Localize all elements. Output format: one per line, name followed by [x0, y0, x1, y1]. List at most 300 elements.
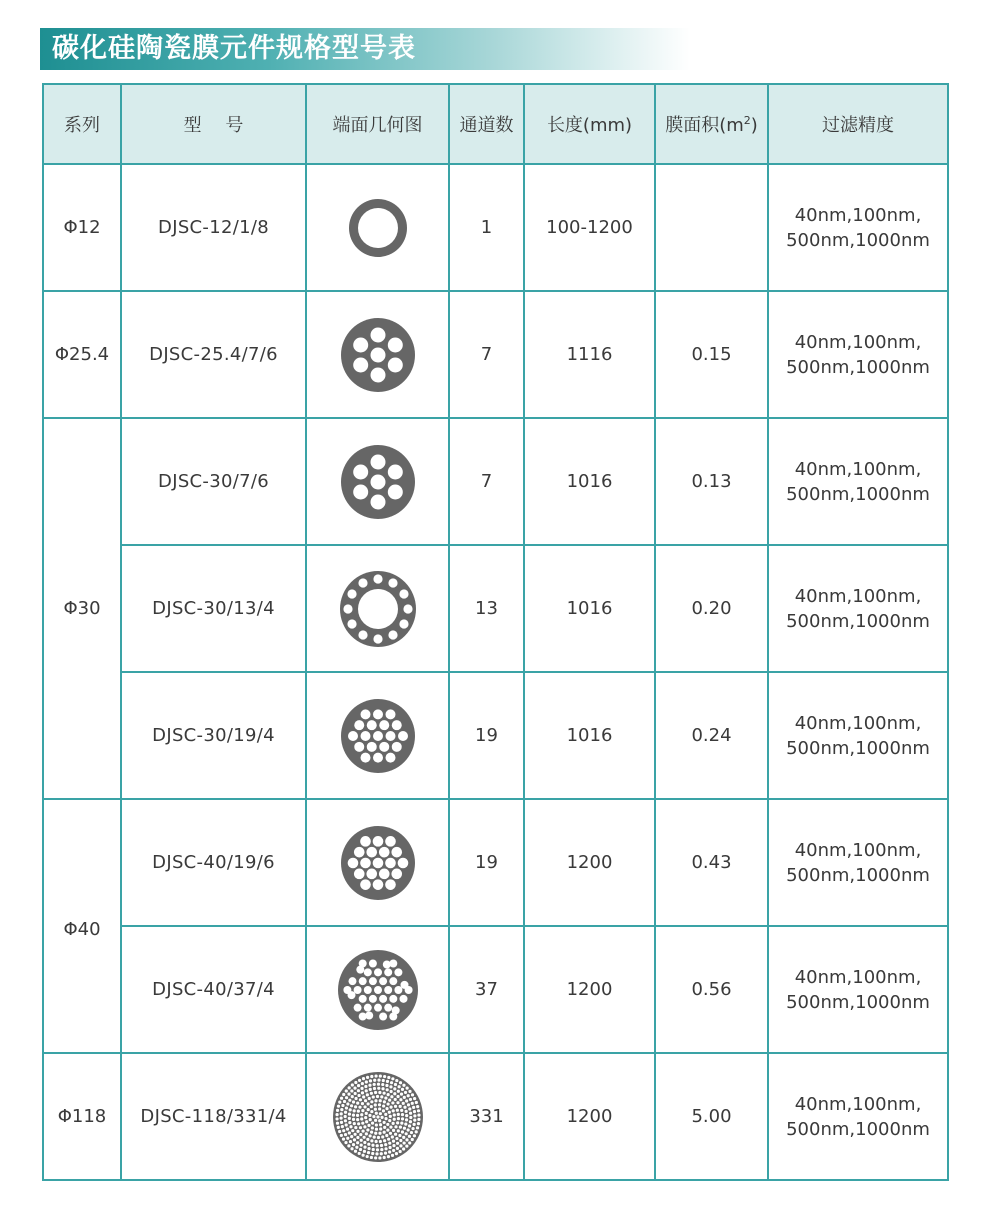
channel-hole: [374, 1131, 377, 1134]
channel-hole: [365, 1120, 368, 1123]
channel-hole: [379, 1123, 382, 1126]
spec-table: [42, 83, 949, 1181]
channel-hole: [386, 1128, 389, 1131]
channel-hole: [368, 1134, 371, 1137]
channel-hole: [359, 1132, 362, 1135]
channel-hole: [360, 857, 371, 868]
channel-hole: [385, 857, 396, 868]
geometry-cell: [306, 164, 449, 291]
seven-channel-disc-icon: [339, 316, 417, 394]
channel-hole: [370, 1130, 373, 1133]
channel-hole: [410, 1137, 413, 1140]
channel-hole: [381, 1109, 384, 1112]
channel-hole: [381, 1135, 384, 1138]
channel-hole: [402, 1095, 405, 1098]
channel-hole: [391, 846, 402, 857]
channel-hole: [394, 1125, 397, 1128]
channel-hole: [384, 1143, 387, 1146]
header-series: 系列: [43, 84, 121, 164]
channel-hole: [349, 1104, 352, 1107]
channel-hole: [384, 1112, 387, 1115]
channel-hole: [393, 1132, 396, 1135]
header-area-prefix: 膜面积(m: [665, 115, 744, 136]
channel-hole: [389, 1081, 392, 1084]
channel-hole: [343, 1110, 346, 1113]
geometry-cell: [306, 799, 449, 926]
channel-hole: [389, 1125, 392, 1128]
channel-hole: [412, 1109, 415, 1112]
channel-hole: [393, 1082, 396, 1085]
channel-hole: [363, 986, 371, 994]
channel-hole: [388, 1150, 391, 1153]
channel-hole: [374, 1111, 377, 1114]
channel-hole: [359, 1143, 362, 1146]
channel-hole: [379, 994, 387, 1002]
channel-hole: [375, 1148, 378, 1151]
channel-hole: [352, 1138, 355, 1141]
channel-hole: [352, 1122, 355, 1125]
precision-line-2: 500nm,1000nm: [786, 483, 930, 505]
title-banner: [40, 28, 690, 70]
channel-hole: [408, 1097, 411, 1100]
geometry-cell: [306, 926, 449, 1053]
channel-hole: [388, 1145, 391, 1148]
channel-hole: [415, 1126, 418, 1129]
channel-hole: [387, 1110, 390, 1113]
channel-hole: [348, 1139, 351, 1142]
channel-hole: [347, 1086, 350, 1089]
channel-hole: [378, 1112, 381, 1115]
channel-hole: [375, 1152, 378, 1155]
channel-hole: [366, 846, 377, 857]
channel-hole: [368, 1113, 371, 1116]
series-cell: Φ12: [43, 164, 121, 291]
model-cell: DJSC-40/19/6: [121, 799, 306, 926]
channel-hole: [365, 1093, 368, 1096]
precision-line-1: 40nm,100nm,: [794, 331, 922, 353]
channel-hole: [408, 1120, 411, 1123]
channel-hole: [356, 1101, 359, 1104]
channel-hole: [356, 1084, 359, 1087]
channel-hole: [387, 1137, 390, 1140]
channel-hole: [368, 994, 376, 1002]
channel-hole: [358, 1126, 361, 1129]
channel-hole: [353, 1132, 356, 1135]
channel-hole: [353, 1091, 356, 1094]
channel-hole: [373, 1090, 376, 1093]
channel-hole: [353, 1003, 361, 1011]
precision-line-1: 40nm,100nm,: [794, 458, 922, 480]
channel-hole: [370, 1109, 373, 1112]
channel-hole: [342, 1129, 345, 1132]
channel-hole: [360, 709, 370, 719]
channel-hole: [380, 1115, 383, 1118]
channel-hole: [360, 1091, 363, 1094]
channel-hole: [365, 1075, 368, 1078]
channels-cell: 19: [449, 672, 524, 799]
channel-hole: [357, 1151, 360, 1154]
channel-hole: [344, 1106, 347, 1109]
channel-hole: [405, 1144, 408, 1147]
channel-hole: [364, 1089, 367, 1092]
channel-hole: [361, 1121, 364, 1124]
channel-hole: [348, 1121, 351, 1124]
header-precision: 过滤精度: [768, 84, 948, 164]
channel-hole: [400, 1108, 403, 1111]
channel-hole: [374, 986, 382, 994]
table-row: [43, 291, 948, 418]
channel-hole: [385, 1079, 388, 1082]
channel-hole: [399, 1092, 402, 1095]
channel-hole: [340, 1108, 343, 1111]
geometry-cell: [306, 418, 449, 545]
channel-hole: [379, 1152, 382, 1155]
thirty-seven-channel-disc-icon: [337, 949, 419, 1031]
table-row: [43, 545, 948, 672]
channel-hole: [373, 731, 383, 741]
length-cell: 1016: [524, 545, 655, 672]
channel-hole: [414, 1130, 417, 1133]
channel-hole: [378, 1099, 381, 1102]
precision-line-1: 40nm,100nm,: [794, 204, 922, 226]
model-cell: DJSC-30/7/6: [121, 418, 306, 545]
header-channels: 通道数: [449, 84, 524, 164]
channel-hole: [366, 1102, 369, 1105]
channel-hole: [364, 1111, 367, 1114]
series-cell: Φ25.4: [43, 291, 121, 418]
channel-hole: [374, 1123, 377, 1126]
precision-line-2: 500nm,1000nm: [786, 610, 930, 632]
channel-hole: [340, 1125, 343, 1128]
channel-hole: [358, 1147, 361, 1150]
header-area-suffix: ): [750, 115, 758, 136]
area-cell: 5.00: [655, 1053, 768, 1180]
channel-hole: [355, 1145, 358, 1148]
channel-hole: [348, 1108, 351, 1111]
channel-hole: [368, 959, 376, 967]
channel-hole: [378, 868, 389, 879]
channel-hole: [381, 1082, 384, 1085]
channel-hole: [409, 1130, 412, 1133]
channel-hole: [386, 1122, 389, 1125]
channel-hole: [350, 1134, 353, 1137]
channel-hole: [404, 1132, 407, 1135]
length-cell: 1016: [524, 672, 655, 799]
channel-hole: [356, 1141, 359, 1144]
channel-hole: [414, 1100, 417, 1103]
channel-hole: [378, 846, 389, 857]
channel-hole: [346, 1102, 349, 1105]
channel-hole: [363, 1125, 366, 1128]
channel-hole: [361, 1153, 364, 1156]
channel-hole: [358, 994, 366, 1002]
channel-hole: [391, 1109, 394, 1112]
channel-hole: [409, 1115, 412, 1118]
channel-hole: [384, 986, 392, 994]
channel-hole: [378, 1107, 381, 1110]
channel-hole: [344, 1096, 347, 1099]
channel-hole: [376, 1135, 379, 1138]
channel-hole: [393, 1092, 396, 1095]
channel-hole: [362, 1095, 365, 1098]
precision-line-2: 500nm,1000nm: [786, 1118, 930, 1140]
channel-hole: [386, 1102, 389, 1105]
channel-hole: [404, 1122, 407, 1125]
channel-hole: [370, 1126, 373, 1129]
channel-hole: [384, 1117, 387, 1120]
channel-hole: [385, 1083, 388, 1086]
channel-hole: [349, 1125, 352, 1128]
table-row: [43, 418, 948, 545]
channel-hole: [359, 1138, 362, 1141]
channel-hole: [360, 1081, 363, 1084]
channel-hole: [397, 857, 408, 868]
channel-hole: [375, 1094, 378, 1097]
length-cell: 1200: [524, 926, 655, 1053]
channel-hole: [396, 1129, 399, 1132]
precision-line-1: 40nm,100nm,: [794, 585, 922, 607]
channel-hole: [390, 1153, 393, 1156]
length-cell: 1016: [524, 418, 655, 545]
channel-hole: [391, 1101, 394, 1104]
channel-hole: [394, 1152, 397, 1155]
channel-hole: [383, 1125, 386, 1128]
channel-hole: [412, 1122, 415, 1125]
channel-hole: [378, 1139, 381, 1142]
channel-hole: [394, 986, 402, 994]
channel-hole: [392, 1117, 395, 1120]
channel-hole: [341, 1137, 344, 1140]
channel-hole: [366, 741, 376, 751]
channel-hole: [368, 1079, 371, 1082]
channel-hole: [363, 1105, 366, 1108]
channel-hole: [339, 1116, 342, 1119]
precision-line-1: 40nm,100nm,: [794, 1093, 922, 1115]
model-cell: DJSC-12/1/8: [121, 164, 306, 291]
table-row: [43, 926, 948, 1053]
channel-hole: [354, 720, 364, 730]
channel-hole: [378, 1119, 381, 1122]
channel-hole: [342, 1092, 345, 1095]
header-area: [655, 84, 768, 164]
channel-hole: [375, 1144, 378, 1147]
channel-hole: [398, 1081, 401, 1084]
model-cell: DJSC-40/37/4: [121, 926, 306, 1053]
channel-hole: [400, 1112, 403, 1115]
channel-hole: [400, 980, 408, 988]
channel-hole: [350, 1147, 353, 1150]
channel-hole: [392, 1113, 395, 1116]
header-model: 型 号: [121, 84, 306, 164]
channel-hole: [396, 1094, 399, 1097]
channel-hole: [360, 1117, 363, 1120]
channel-hole: [384, 1147, 387, 1150]
channel-hole: [378, 1156, 381, 1159]
channel-hole: [356, 1089, 359, 1092]
channel-hole: [388, 630, 397, 639]
channel-hole: [366, 720, 376, 730]
channel-hole: [367, 1096, 370, 1099]
channel-hole: [385, 752, 395, 762]
channel-hole: [373, 634, 382, 643]
channel-hole: [364, 1132, 367, 1135]
channel-hole: [395, 1078, 398, 1081]
channel-hole: [404, 1118, 407, 1121]
channel-hole: [379, 741, 389, 751]
channel-hole: [354, 741, 364, 751]
channel-hole: [367, 1142, 370, 1145]
channel-hole: [366, 1107, 369, 1110]
channel-hole: [373, 752, 383, 762]
channel-hole: [376, 1115, 379, 1118]
channel-hole: [383, 1074, 386, 1077]
nineteen-channel-disc-icon: [339, 697, 417, 775]
channel-hole: [346, 1136, 349, 1139]
series-cell: Φ118: [43, 1053, 121, 1180]
channel-hole: [399, 994, 407, 1002]
precision-cell: [768, 418, 948, 545]
channel-hole: [347, 991, 355, 999]
channel-hole: [382, 1091, 385, 1094]
seven-channel-disc-icon: [339, 443, 417, 521]
channel-hole: [403, 1090, 406, 1093]
channel-hole: [370, 1074, 373, 1077]
precision-line-2: 500nm,1000nm: [786, 864, 930, 886]
precision-line-1: 40nm,100nm,: [794, 966, 922, 988]
channel-hole: [353, 868, 364, 879]
length-cell: 1200: [524, 1053, 655, 1180]
channel-hole: [347, 1131, 350, 1134]
channel-hole: [358, 578, 367, 587]
channel-hole: [348, 1098, 351, 1101]
channel-hole: [363, 1145, 366, 1148]
channel-hole: [397, 1085, 400, 1088]
channel-hole: [344, 1141, 347, 1144]
table-row: [43, 672, 948, 799]
channel-hole: [358, 977, 366, 985]
channel-hole: [368, 1083, 371, 1086]
channel-hole: [347, 1112, 350, 1115]
model-cell: DJSC-30/19/4: [121, 672, 306, 799]
channel-hole: [416, 1104, 419, 1107]
channel-hole: [402, 1126, 405, 1129]
channel-hole: [357, 1093, 360, 1096]
channel-hole: [352, 1109, 355, 1112]
channel-hole: [373, 1107, 376, 1110]
channel-hole: [382, 1100, 385, 1103]
channels-cell: 37: [449, 926, 524, 1053]
channel-hole: [379, 720, 389, 730]
precision-cell: [768, 799, 948, 926]
channel-hole: [377, 1078, 380, 1081]
channel-hole: [363, 1099, 366, 1102]
channel-hole: [385, 836, 396, 847]
channel-hole: [356, 1129, 359, 1132]
channel-hole: [377, 1086, 380, 1089]
channel-hole: [387, 1075, 390, 1078]
channel-hole: [385, 1088, 388, 1091]
channel-hole: [391, 1077, 394, 1080]
page-title: 碳化硅陶瓷膜元件规格型号表: [52, 33, 416, 64]
channel-hole: [389, 1105, 392, 1108]
channel-hole: [389, 1085, 392, 1088]
channel-hole: [379, 1012, 387, 1020]
channel-hole: [355, 1113, 358, 1116]
channel-hole: [335, 1108, 338, 1111]
channel-hole: [398, 1104, 401, 1107]
channel-hole: [417, 1117, 420, 1120]
channel-hole: [400, 1121, 403, 1124]
channel-hole: [411, 1126, 414, 1129]
table-row: [43, 799, 948, 926]
precision-cell: [768, 926, 948, 1053]
geometry-cell: [306, 545, 449, 672]
channel-hole: [353, 986, 361, 994]
channel-hole: [374, 1156, 377, 1159]
channel-hole: [389, 1089, 392, 1092]
channel-hole: [353, 1105, 356, 1108]
model-cell: DJSC-25.4/7/6: [121, 291, 306, 418]
channel-hole: [410, 1101, 413, 1104]
channel-hole: [416, 1109, 419, 1112]
channel-hole: [357, 1122, 360, 1125]
channel-hole: [402, 1147, 405, 1150]
channel-hole: [343, 1119, 346, 1122]
channel-hole: [400, 1087, 403, 1090]
channel-hole: [358, 1105, 361, 1108]
model-cell: DJSC-30/13/4: [121, 545, 306, 672]
channel-hole: [339, 1096, 342, 1099]
channels-cell: 13: [449, 545, 524, 672]
channel-hole: [374, 1074, 377, 1077]
channel-hole: [412, 1134, 415, 1137]
channel-hole: [388, 578, 397, 587]
channel-hole: [391, 720, 401, 730]
channel-hole: [386, 1092, 389, 1095]
channel-hole: [396, 1117, 399, 1120]
channel-hole: [358, 630, 367, 639]
single-channel-ring-icon: [347, 197, 409, 259]
series-cell: Φ40: [43, 799, 121, 1053]
channel-hole: [368, 1087, 371, 1090]
channel-hole: [372, 1086, 375, 1089]
channel-hole: [347, 619, 356, 628]
channel-hole: [371, 1143, 374, 1146]
precision-line-2: 500nm,1000nm: [786, 229, 930, 251]
channel-hole: [360, 752, 370, 762]
channel-hole: [373, 1103, 376, 1106]
channel-hole: [365, 1011, 373, 1019]
channel-hole: [380, 1147, 383, 1150]
channel-hole: [364, 1116, 367, 1119]
channel-hole: [374, 1118, 377, 1121]
precision-cell: [768, 545, 948, 672]
channel-hole: [371, 1147, 374, 1150]
channel-hole: [400, 1130, 403, 1133]
channel-hole: [408, 1107, 411, 1110]
channel-hole: [402, 1083, 405, 1086]
channel-hole: [372, 836, 383, 847]
channel-hole: [391, 1006, 399, 1014]
channel-hole: [390, 1135, 393, 1138]
channel-hole: [368, 1118, 371, 1121]
channel-hole: [400, 1117, 403, 1120]
channel-hole: [396, 1112, 399, 1115]
area-cell: [655, 164, 768, 291]
channel-hole: [361, 1129, 364, 1132]
channel-hole: [367, 1123, 370, 1126]
channel-hole: [378, 1131, 381, 1134]
